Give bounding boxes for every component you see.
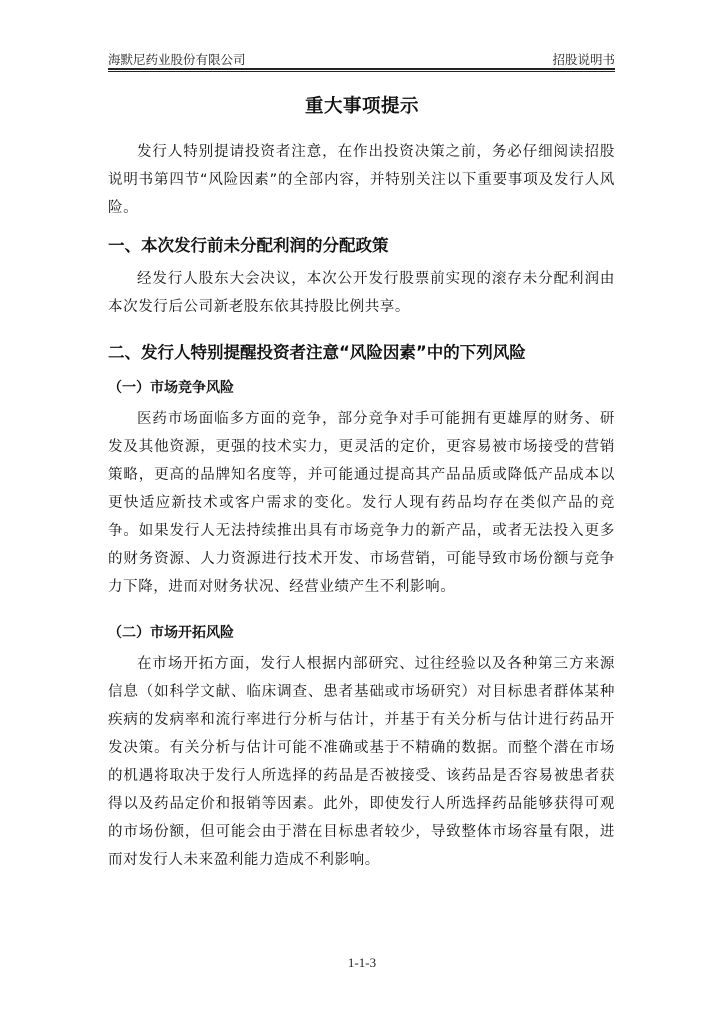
subsection2-paragraph: 在市场开拓方面，发行人根据内部研究、过往经验以及各种第三方来源信息（如科学文献、临床调查、患者基础或市场研究）对目标患者群体某种疾病的发病率和流行率进行分析与估计，并基于有关分析与估计进行药品开发决策。有关分析与估计可能不准确或基于不精确的数据。而整个潜在市场的机遇将取决于发行人所选择的药品是否被接受、该药品是否容易被患者获得以及药品定价和报销等因素。此外，即使发行人所选择药品能够获得可观的市场份额，但可能会由于潜在目标患者较少，导致整体市场容量有限，进而对发行人未来盈利能力造成不利影响。	[108, 656, 615, 868]
header-divider-thin	[108, 71, 615, 72]
section1-paragraph: 经发行人股东大会决议，本次公开发行股票前实现的滚存未分配利润由本次发行后公司新老股东依其持股比例共享。	[108, 271, 615, 315]
page-number: 1-1-3	[347, 955, 377, 970]
page-title: 重大事项提示	[304, 96, 419, 117]
section2-heading: 二、发行人特别提醒投资者注意“风险因素”中的下列风险	[108, 343, 526, 362]
intro-paragraph: 发行人特别提请投资者注意，在作出投资决策之前，务必仔细阅读招股说明书第四节“风险因素”的全部内容，并特别关注以下重要事项及发行人风险。	[108, 144, 615, 216]
section1-heading: 一、本次发行前未分配利润的分配政策	[108, 236, 389, 255]
header-doc-type: 招股说明书	[552, 52, 615, 67]
subsection1-paragraph: 医药市场面临多方面的竞争，部分竞争对手可能拥有更雄厚的财务、研发及其他资源，更强的技术实力，更灵活的定价，更容易被市场接受的营销策略，更高的品牌知名度等，并可能通过提高其产品品质或降低产品成本以更快适应新技术或客户需求的变化。发行人现有药品均存在类似产品的竞争。如果发行人无法持续推出具有市场竞争力的新产品，或者无法投入更多的财务资源、人力资源进行技术开发、市场营销，可能导致市场份额与竞争力下降，进而对财务状况、经营业绩产生不利影响。	[108, 411, 615, 595]
page-header	[108, 50, 615, 68]
subsection1-heading: （一）市场竞争风险	[108, 380, 234, 396]
header-divider	[108, 68, 615, 70]
header-company: 海默尼药业股份有限公司	[108, 52, 246, 67]
subsection2-heading: （二）市场开拓风险	[108, 625, 234, 641]
